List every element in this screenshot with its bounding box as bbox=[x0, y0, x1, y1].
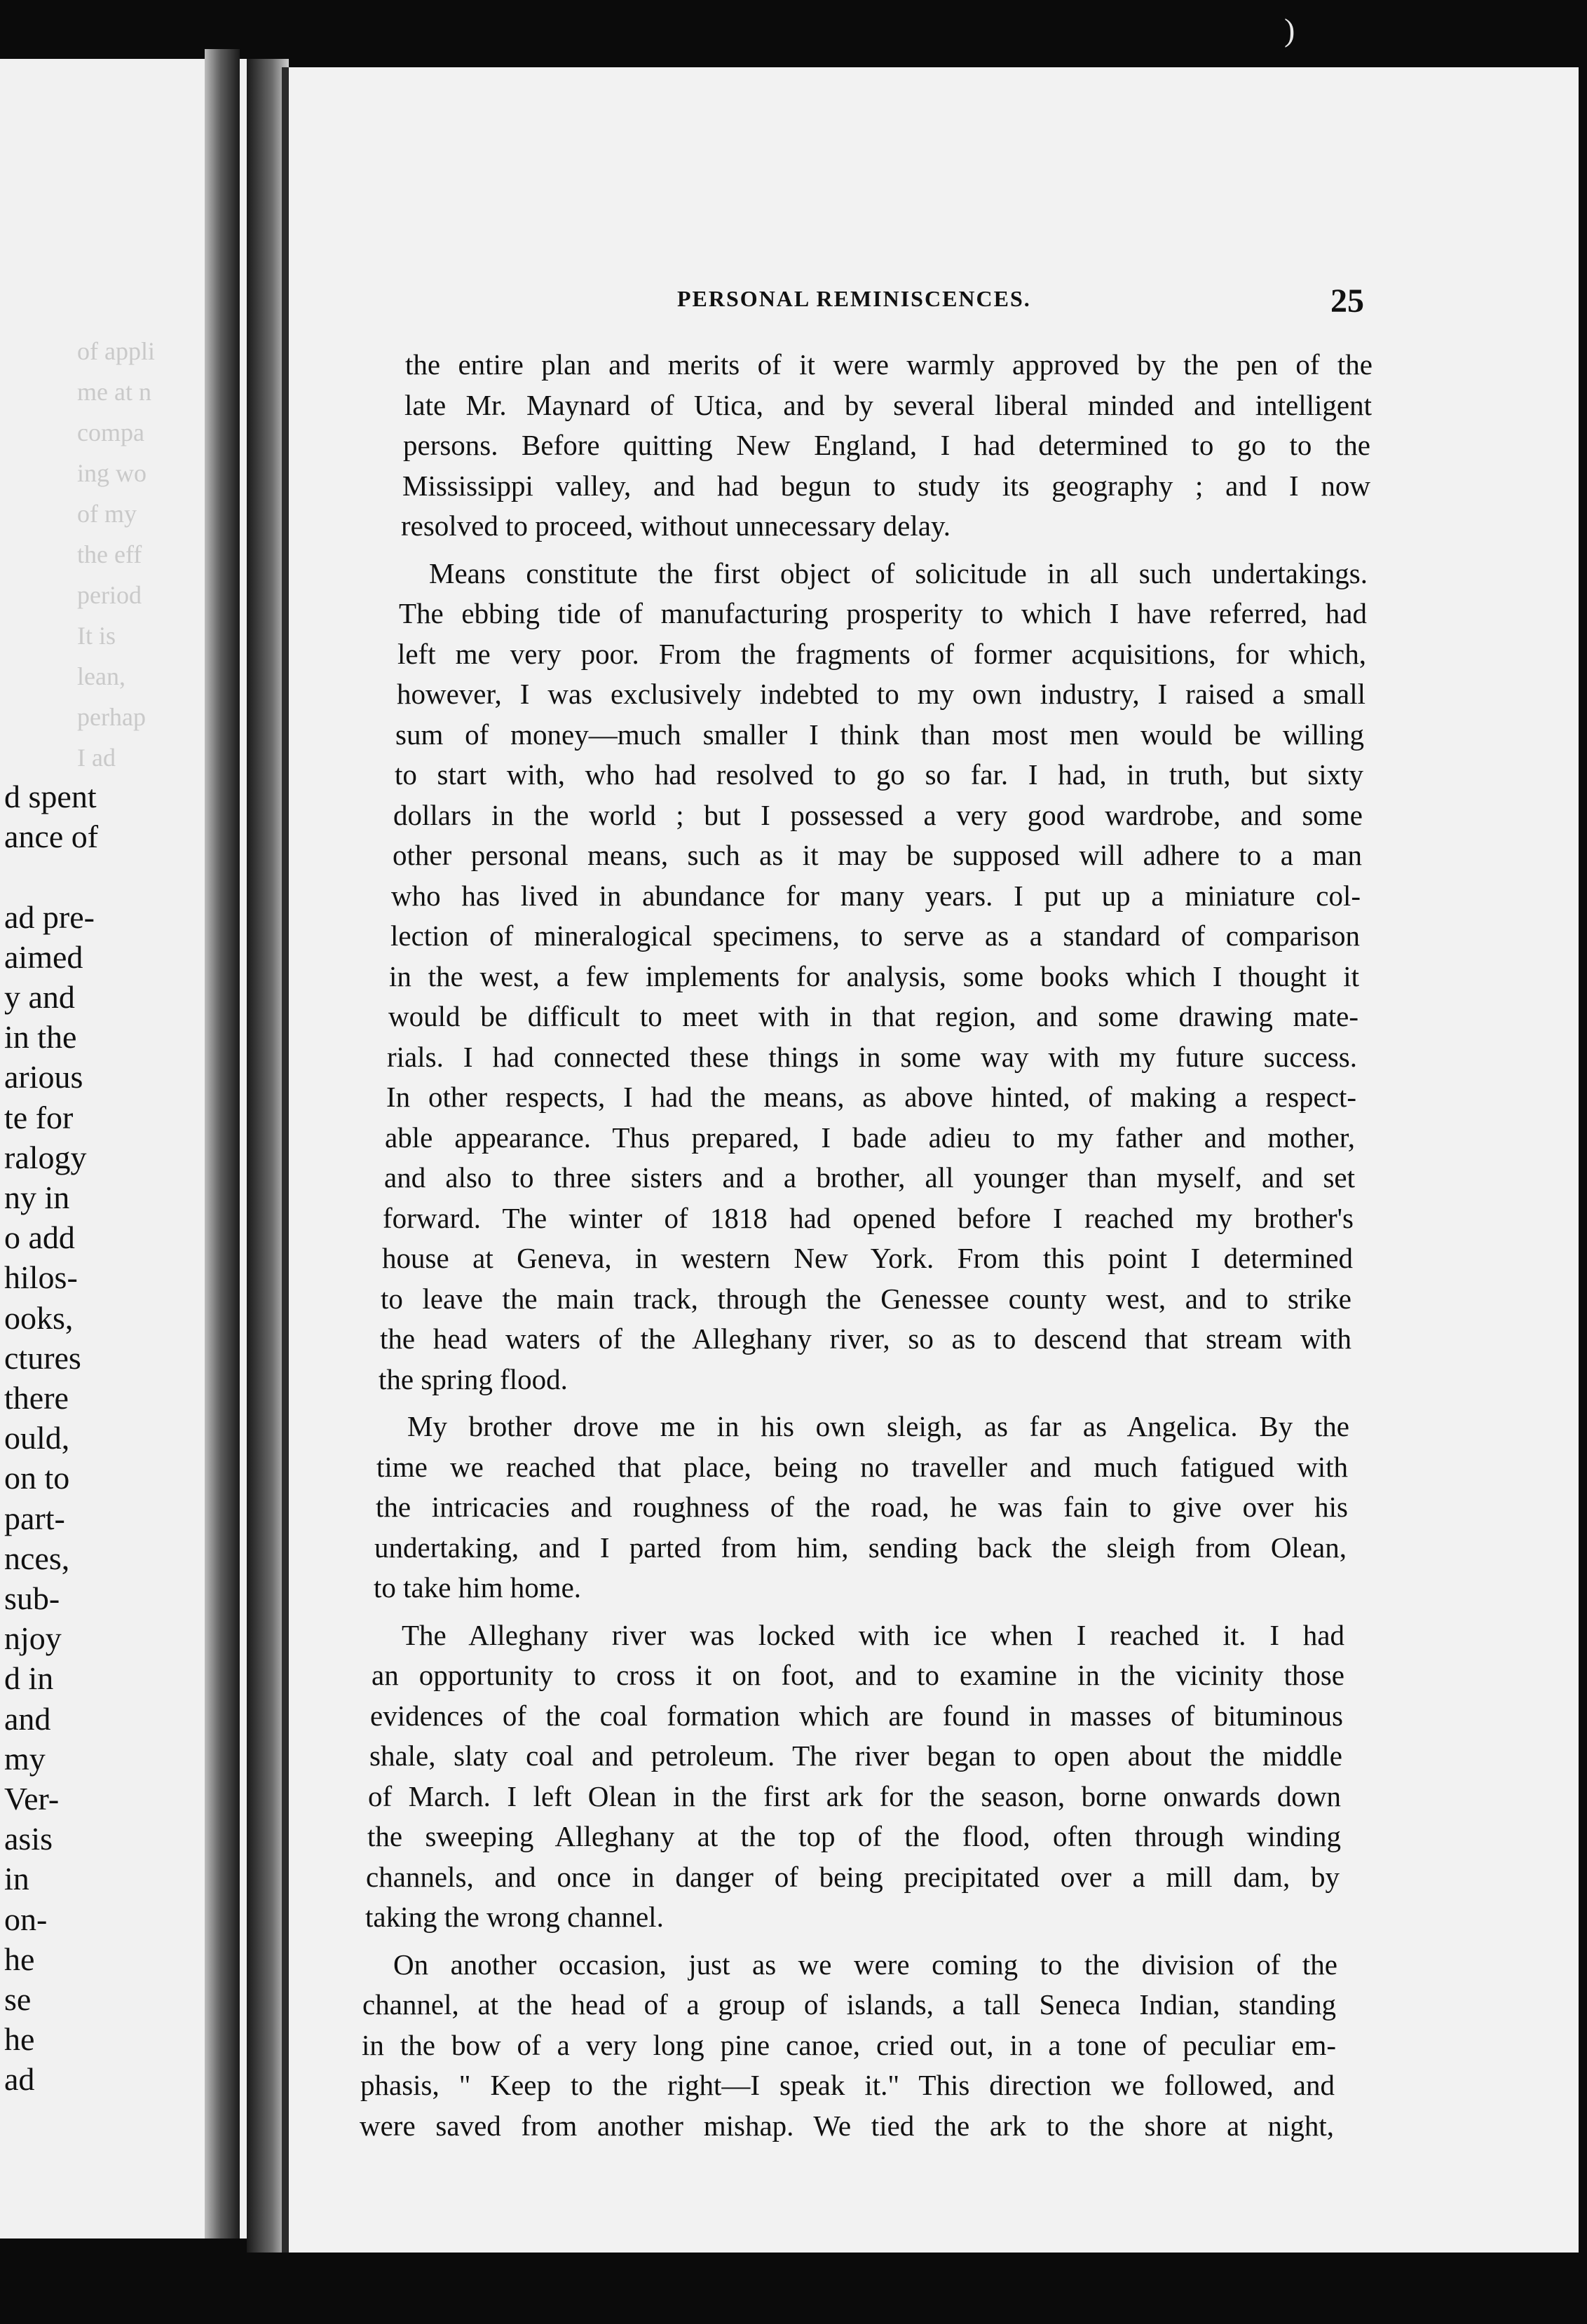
left-page-line: on- bbox=[4, 1901, 48, 1937]
left-page-bleed-line: I ad bbox=[77, 744, 116, 772]
left-page-line: hilos- bbox=[4, 1259, 78, 1295]
body-line: however, I was exclusively indebted to my own industry, I raised a small bbox=[397, 678, 1365, 710]
page-number: 25 bbox=[1330, 282, 1364, 320]
left-gutter bbox=[205, 49, 240, 2238]
left-page-line: he bbox=[4, 2021, 35, 2057]
left-page-line: se bbox=[4, 1981, 32, 2017]
body-line: were saved from another mishap. We tied the ark to the shore at night, bbox=[360, 2110, 1334, 2142]
body-line: rials. I had connected these things in some way with my future success. bbox=[387, 1041, 1357, 1073]
body-line: the entire plan and merits of it were warmly approved by the pen of the bbox=[405, 348, 1373, 381]
body-line: Means constitute the first object of solicitude in all such undertakings. bbox=[429, 557, 1368, 589]
body-line: persons. Before quitting New England, I had determined to go to the bbox=[403, 429, 1370, 461]
left-page-bleed-line: ing wo bbox=[77, 459, 147, 487]
left-page-bleed-line: compa bbox=[77, 418, 144, 446]
body-line: would be difficult to meet with in that region, and some drawing mate- bbox=[388, 1000, 1358, 1032]
body-line: shale, slaty coal and petroleum. The river began to open about the middle bbox=[369, 1739, 1342, 1772]
body-line: left me very poor. From the fragments of former acquisitions, for which, bbox=[397, 638, 1366, 670]
left-page-line: ad bbox=[4, 2061, 35, 2097]
left-page-line: in bbox=[4, 1861, 29, 1896]
body-line: channels, and once in danger of being precipitated over a mill dam, by bbox=[366, 1861, 1340, 1893]
body-line: undertaking, and I parted from him, sending back the sleigh from Olean, bbox=[374, 1531, 1347, 1564]
body-line: The ebbing tide of manufacturing prosperity to which I have referred, had bbox=[399, 597, 1367, 629]
body-line: resolved to proceed, without unnecessary delay. bbox=[401, 510, 951, 542]
left-page-line: part- bbox=[4, 1501, 65, 1536]
body-line: and also to three sisters and a brother, all younger than myself, and set bbox=[384, 1161, 1355, 1194]
body-line: taking the wrong channel. bbox=[365, 1901, 664, 1933]
body-line: in the bow of a very long pine canoe, cried out, in a tone of peculiar em- bbox=[362, 2029, 1336, 2061]
body-line: forward. The winter of 1818 had opened before I reached my brother's bbox=[383, 1202, 1354, 1234]
body-line: to leave the main track, through the Genessee county west, and to strike bbox=[381, 1283, 1351, 1315]
left-page-bleed-line: of appli bbox=[77, 337, 155, 365]
body-line: in the west, a few implements for analysis, some books which I thought it bbox=[389, 960, 1359, 992]
body-line: sum of money—much smaller I think than most men would be willing bbox=[395, 718, 1364, 751]
body-line: who has lived in abundance for many years. I put up a miniature col- bbox=[391, 880, 1361, 912]
left-page-line: sub- bbox=[4, 1580, 60, 1616]
body-line: channel, at the head of a group of islands, a tall Seneca Indian, standing bbox=[362, 1988, 1336, 2021]
left-page-line: ralogy bbox=[4, 1140, 87, 1175]
left-page-bleed-line: lean, bbox=[77, 662, 125, 690]
left-page-bleed-line: It is bbox=[77, 622, 116, 650]
left-page-line: asis bbox=[4, 1821, 53, 1857]
left-page-bleed-line: period bbox=[77, 581, 142, 609]
body-line: The Alleghany river was locked with ice when I reached it. I had bbox=[402, 1619, 1344, 1651]
left-page-line: te for bbox=[4, 1100, 74, 1135]
left-page-line: ny in bbox=[4, 1180, 70, 1215]
body-line: phasis, " Keep to the right—I speak it." This direction we followed, and bbox=[360, 2069, 1335, 2101]
left-page-line: ad pre- bbox=[4, 899, 95, 935]
left-page-line: y and bbox=[4, 979, 75, 1015]
left-page-line: ooks, bbox=[4, 1300, 74, 1336]
body-line: the intricacies and roughness of the road, he was fain to give over his bbox=[376, 1491, 1348, 1523]
left-page-bleed-line: of my bbox=[77, 500, 137, 528]
left-page-line: there bbox=[4, 1380, 69, 1416]
running-head: PERSONAL REMINISCENCES. bbox=[677, 286, 1031, 311]
left-page-line: ctures bbox=[4, 1340, 81, 1376]
left-page-line: ould, bbox=[4, 1420, 70, 1456]
body-line: lection of mineralogical specimens, to serve as a standard of comparison bbox=[390, 920, 1360, 952]
body-line: able appearance. Thus prepared, I bade adieu to my father and mother, bbox=[385, 1121, 1355, 1154]
left-page-line: Ver- bbox=[4, 1781, 60, 1817]
left-page-line: d spent bbox=[4, 779, 97, 814]
body-line: the spring flood. bbox=[379, 1363, 568, 1395]
body-line: Mississippi valley, and had begun to study its geography ; and I now bbox=[402, 470, 1370, 502]
body-line: other personal means, such as it may be supposed will adhere to a man bbox=[393, 839, 1362, 871]
left-page-line: arious bbox=[4, 1059, 83, 1095]
body-line: In other respects, I had the means, as above hinted, of making a respect- bbox=[386, 1081, 1356, 1113]
body-line: the sweeping Alleghany at the top of the flood, often through winding bbox=[367, 1820, 1341, 1852]
left-page-bleed-line: perhap bbox=[77, 703, 146, 731]
left-page-line: ance of bbox=[4, 819, 99, 854]
left-page-line: in the bbox=[4, 1019, 77, 1055]
left-page-line: nces, bbox=[4, 1540, 70, 1576]
left-page-line: and bbox=[4, 1701, 51, 1737]
left-page-line: my bbox=[4, 1741, 46, 1777]
stray-mark: ) bbox=[1284, 12, 1295, 48]
body-line: late Mr. Maynard of Utica, and by several liberal minded and intelligent bbox=[404, 389, 1372, 421]
left-page-line: on to bbox=[4, 1460, 70, 1496]
left-page-bleed-line: me at n bbox=[77, 378, 151, 406]
left-page-line: o add bbox=[4, 1219, 75, 1255]
body-line: house at Geneva, in western New York. From this point I determined bbox=[382, 1242, 1353, 1274]
body-line: My brother drove me in his own sleigh, as far as Angelica. By the bbox=[407, 1410, 1349, 1442]
body-line: dollars in the world ; but I possessed a very good wardrobe, and some bbox=[393, 799, 1363, 831]
body-line: to take him home. bbox=[374, 1571, 582, 1604]
left-page-line: he bbox=[4, 1941, 35, 1977]
body-line: of March. I left Olean in the first ark for the season, borne onwards down bbox=[368, 1780, 1341, 1812]
body-line: time we reached that place, being no traveller and much fatigued with bbox=[376, 1451, 1348, 1483]
body-line: the head waters of the Alleghany river, so as to descend that stream with bbox=[380, 1322, 1351, 1355]
body-line: On another occasion, just as we were coming to the division of the bbox=[393, 1948, 1337, 1981]
body-line: evidences of the coal formation which are found in masses of bituminous bbox=[370, 1700, 1343, 1732]
left-page-line: njoy bbox=[4, 1620, 62, 1656]
left-page-line: aimed bbox=[4, 939, 83, 975]
body-line: an opportunity to cross it on foot, and to examine in the vicinity those bbox=[372, 1659, 1344, 1691]
left-page-line: d in bbox=[4, 1660, 54, 1696]
body-line: to start with, who had resolved to go so far. I had, in truth, but sixty bbox=[395, 758, 1363, 791]
left-page-bleed-line: the eff bbox=[77, 540, 142, 568]
